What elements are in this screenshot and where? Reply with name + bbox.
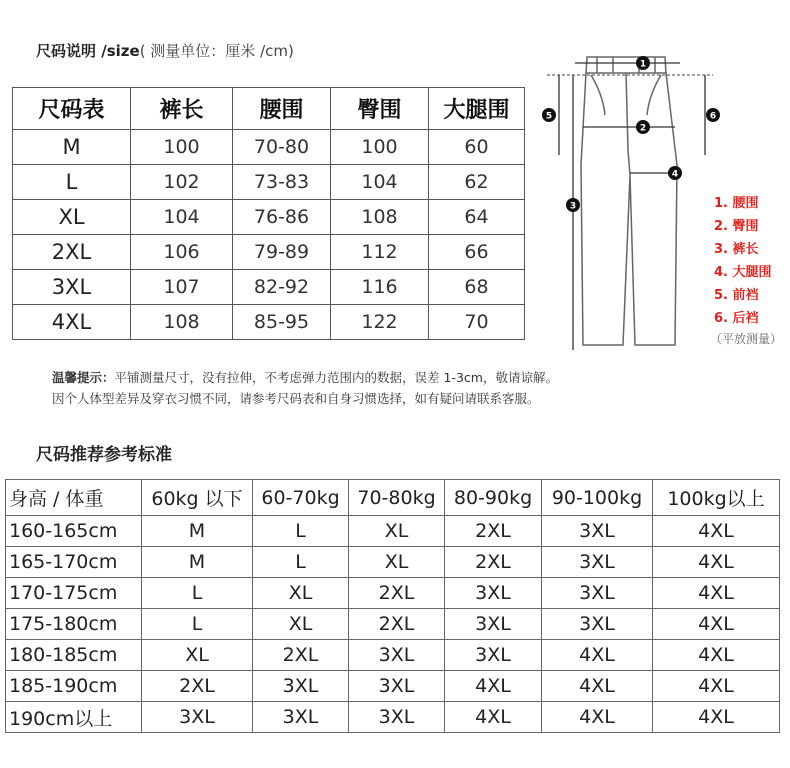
size-cell: 3XL — [445, 609, 542, 640]
size-table-header-cell: 裤长 — [131, 88, 233, 130]
thigh-cell: 68 — [429, 270, 525, 305]
size-cell: 4XL — [653, 640, 780, 671]
size-cell: XL — [142, 640, 253, 671]
recommend-row — [6, 609, 780, 640]
hip-cell: 112 — [331, 235, 429, 270]
hip-cell: 108 — [331, 200, 429, 235]
recommend-row — [6, 702, 780, 733]
size-cell: 4XL — [445, 702, 542, 733]
size-cell: 4XL — [653, 671, 780, 702]
waist-cell: 85-95 — [233, 305, 331, 340]
recommend-header — [6, 480, 780, 516]
size-cell: L — [253, 547, 349, 578]
recommend-header-cell: 70-80kg — [349, 480, 445, 516]
size-cell: 4XL — [653, 516, 780, 547]
legend-item: 2. 臀围 — [714, 219, 759, 234]
size-cell: 4XL — [542, 671, 653, 702]
length-cell: 106 — [131, 235, 233, 270]
size-cell: L — [13, 165, 131, 200]
size-cell: M — [142, 516, 253, 547]
length-cell: 107 — [131, 270, 233, 305]
tip-text-1: 平铺测量尺寸，没有拉伸，不考虑弹力范围内的数据，误差 1-3cm，敬请谅解。 — [114, 370, 558, 385]
tip-label: 温馨提示： — [52, 370, 115, 385]
marker-2: 2 — [639, 123, 647, 134]
size-cell: 3XL — [542, 547, 653, 578]
size-table-header-cell: 大腿围 — [429, 88, 525, 130]
waist-cell: 76-86 — [233, 200, 331, 235]
legend-item: 4. 大腿围 — [714, 265, 772, 280]
size-cell: 3XL — [445, 640, 542, 671]
recommend-table — [5, 479, 780, 733]
waist-cell: 82-92 — [233, 270, 331, 305]
recommend-row — [6, 640, 780, 671]
size-cell: 2XL — [253, 640, 349, 671]
size-cell: M — [13, 130, 131, 165]
size-cell: M — [142, 547, 253, 578]
size-cell: XL — [13, 200, 131, 235]
thigh-cell: 66 — [429, 235, 525, 270]
size-guide-unit: ( 测量单位：厘米 /cm) — [139, 42, 294, 60]
recommend-header-cell: 身高 / 体重 — [6, 480, 142, 516]
hip-cell: 122 — [331, 305, 429, 340]
thigh-cell: 62 — [429, 165, 525, 200]
height-cell: 175-180cm — [6, 609, 142, 640]
height-cell: 180-185cm — [6, 640, 142, 671]
size-table-row — [13, 130, 525, 165]
recommend-header-cell: 100kg以上 — [653, 480, 780, 516]
size-cell: 2XL — [445, 547, 542, 578]
size-cell: 3XL — [253, 702, 349, 733]
hip-cell: 104 — [331, 165, 429, 200]
recommend-row — [6, 671, 780, 702]
thigh-cell: 70 — [429, 305, 525, 340]
size-cell: 2XL — [13, 235, 131, 270]
hip-cell: 100 — [331, 130, 429, 165]
height-cell: 165-170cm — [6, 547, 142, 578]
size-guide-title-bold: 尺码说明 /size — [36, 42, 140, 60]
height-cell: 160-165cm — [6, 516, 142, 547]
recommend-header-cell: 90-100kg — [542, 480, 653, 516]
recommend-row — [6, 547, 780, 578]
size-table-header-cell: 尺码表 — [13, 88, 131, 130]
size-cell: 2XL — [142, 671, 253, 702]
size-cell: 3XL — [542, 578, 653, 609]
size-cell: 4XL — [653, 609, 780, 640]
size-table-header — [13, 88, 525, 130]
legend-item: 6. 后裆 — [714, 311, 759, 326]
flat-measure-note: （平放测量） — [710, 332, 783, 346]
size-cell: XL — [253, 609, 349, 640]
size-cell: 3XL — [445, 578, 542, 609]
size-cell: 4XL — [653, 702, 780, 733]
marker-5: 5 — [545, 111, 553, 122]
pants-outline-icon — [581, 57, 677, 345]
pants-measurement-diagram — [535, 45, 725, 365]
size-cell: 3XL — [142, 702, 253, 733]
length-cell: 108 — [131, 305, 233, 340]
marker-1: 1 — [639, 59, 647, 70]
marker-4: 4 — [671, 169, 679, 180]
size-cell: 3XL — [542, 609, 653, 640]
thigh-cell: 64 — [429, 200, 525, 235]
size-table — [12, 87, 525, 340]
recommend-row — [6, 578, 780, 609]
length-cell: 100 — [131, 130, 233, 165]
legend-item: 5. 前裆 — [714, 288, 759, 303]
size-cell: 3XL — [542, 516, 653, 547]
size-cell: 3XL — [13, 270, 131, 305]
recommend-row — [6, 516, 780, 547]
recommend-header-cell: 60-70kg — [253, 480, 349, 516]
size-table-header-cell: 腰围 — [233, 88, 331, 130]
tip-text-2: 因个人体型差异及穿衣习惯不同，请参考尺码表和自身习惯选择，如有疑问请联系客服。 — [52, 391, 540, 406]
size-cell: 4XL — [542, 702, 653, 733]
recommend-header-cell: 60kg 以下 — [142, 480, 253, 516]
tip-line-1 — [52, 368, 558, 386]
waist-cell: 70-80 — [233, 130, 331, 165]
height-cell: 190cm以上 — [6, 702, 142, 733]
size-table-row — [13, 305, 525, 340]
hip-cell: 116 — [331, 270, 429, 305]
size-cell: XL — [349, 516, 445, 547]
size-cell: 2XL — [349, 609, 445, 640]
size-cell: 2XL — [349, 578, 445, 609]
size-cell: XL — [349, 547, 445, 578]
size-cell: 3XL — [349, 702, 445, 733]
size-table-header-cell: 臀围 — [331, 88, 429, 130]
size-table-row — [13, 165, 525, 200]
size-cell: XL — [253, 578, 349, 609]
waist-cell: 79-89 — [233, 235, 331, 270]
size-cell: 3XL — [253, 671, 349, 702]
size-cell: L — [253, 516, 349, 547]
size-cell: L — [142, 609, 253, 640]
size-cell: 3XL — [349, 671, 445, 702]
size-table-row — [13, 200, 525, 235]
height-cell: 185-190cm — [6, 671, 142, 702]
marker-6: 6 — [709, 111, 717, 122]
size-cell: L — [142, 578, 253, 609]
tip-line-2 — [52, 389, 540, 407]
recommend-title: 尺码推荐参考标准 — [36, 445, 172, 465]
height-cell: 170-175cm — [6, 578, 142, 609]
size-table-row — [13, 270, 525, 305]
size-table-row — [13, 235, 525, 270]
size-cell: 4XL — [445, 671, 542, 702]
legend-item: 1. 腰围 — [714, 196, 759, 211]
size-cell: 4XL — [13, 305, 131, 340]
waist-cell: 73-83 — [233, 165, 331, 200]
recommend-header-cell: 80-90kg — [445, 480, 542, 516]
marker-3: 3 — [569, 201, 577, 212]
size-cell: 4XL — [653, 547, 780, 578]
size-cell: 4XL — [653, 578, 780, 609]
legend-item: 3. 裤长 — [714, 242, 759, 257]
length-cell: 104 — [131, 200, 233, 235]
length-cell: 102 — [131, 165, 233, 200]
size-cell: 3XL — [349, 640, 445, 671]
size-guide-title — [36, 40, 294, 61]
size-cell: 2XL — [445, 516, 542, 547]
size-cell: 4XL — [542, 640, 653, 671]
thigh-cell: 60 — [429, 130, 525, 165]
